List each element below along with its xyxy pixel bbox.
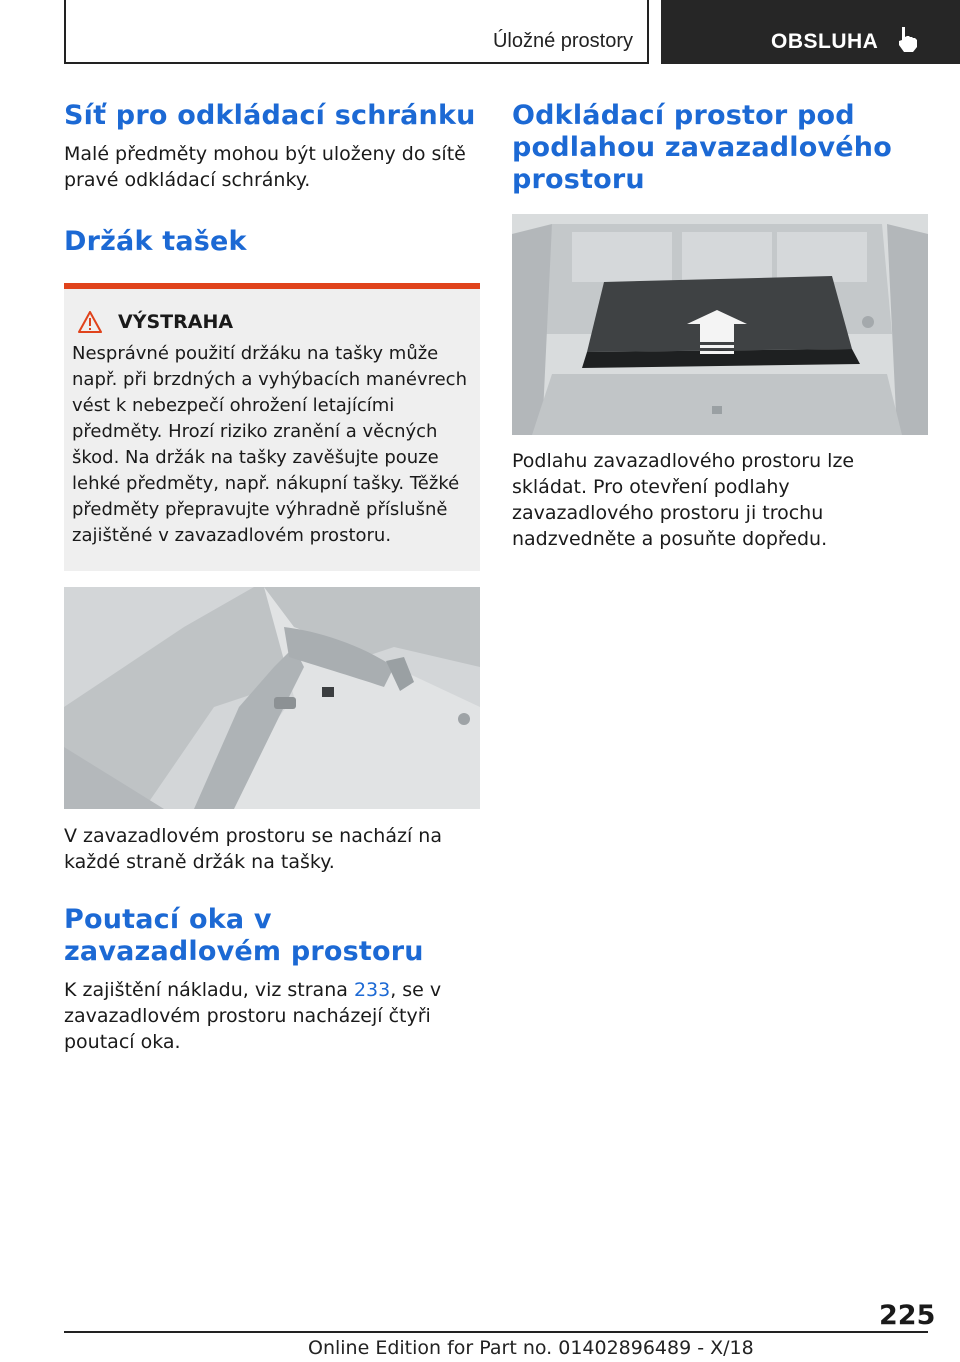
lashing-text-end: , se v zavazadlovém prostoru nacházejí čtyři poutací oka. — [64, 979, 442, 1053]
underfloor-paragraph: Podlahu zavazadlového prostoru lze skládat. Pro otevření podlahy zavazadlového prostoru ji trochu nadzvedněte a posuňte dopředu. — [512, 450, 855, 550]
section-title-net: Síť pro odkládací schránku — [64, 100, 476, 131]
bag-holder-caption: V zavazadlovém prostoru se nachází na každé straně držák na tašky. — [64, 825, 442, 873]
warning-triangle-icon — [78, 311, 102, 333]
footer-edition: Online Edition for Part no. 01402896489 - X/18 — [308, 1337, 754, 1359]
header-chapter-label: OBSLUHA — [771, 30, 879, 53]
warning-title: VÝSTRAHA — [118, 311, 234, 333]
lashing-paragraph — [64, 977, 480, 1055]
pointing-hand-icon — [893, 24, 923, 54]
warning-box — [64, 283, 480, 571]
bag-holder-photo — [64, 587, 480, 809]
luggage-floor-photo — [512, 214, 928, 435]
warning-text: Nesprávné použití držáku na tašky může např. při brzdných a vyhýbacích manévrech vést k nebezpečí ohrožení letajícími předměty. Hrozí riziko zranění a věcných škod. Na držák na tašky zavěšujte pouze lehké předměty, např. nákupní tašky. Těžké předměty přepravujte výhradně příslušně zajištěné v zavazadlovém prostoru. — [72, 343, 467, 546]
header-section-title: Úložné prostory — [492, 30, 633, 52]
section-title-bag-holder: Držák tašek — [64, 226, 247, 257]
section-title-underfloor-storage: Odkládací prostor pod podlahou zavazadlového prostoru — [512, 100, 892, 195]
header-chapter-tab[interactable] — [661, 0, 960, 64]
page-number: 225 — [879, 1300, 936, 1331]
footer-divider — [64, 1331, 928, 1333]
header-section-box — [64, 0, 649, 64]
left-column — [64, 100, 480, 1055]
page-link-233[interactable]: 233 — [353, 979, 391, 1001]
net-paragraph: Malé předměty mohou být uloženy do sítě pravé odkládací schránky. — [64, 143, 466, 191]
lashing-text-start: K zajištění nákladu, viz strana — [64, 979, 354, 1001]
section-title-lashing-eyes: Poutací oka v zavazadlovém prostoru — [64, 904, 424, 967]
right-column — [512, 100, 928, 552]
